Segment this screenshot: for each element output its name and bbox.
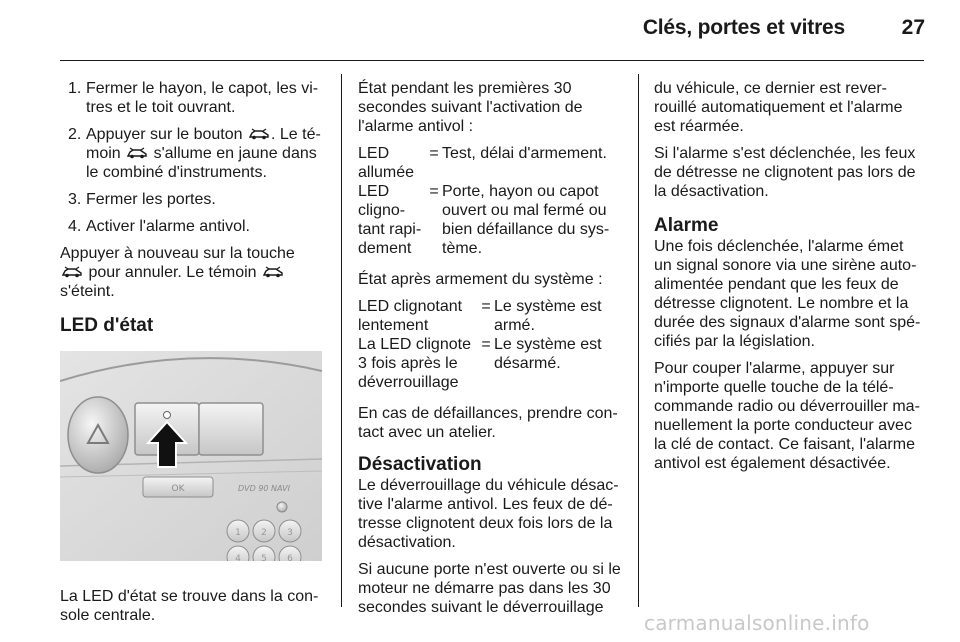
- column-2: [358, 79, 624, 625]
- table-term: LED allumée: [358, 145, 415, 181]
- console-illustration: [60, 351, 322, 561]
- navi-label: DVD 90 NAVI: [238, 484, 290, 493]
- step-text: Fermer le hayon, le capot, les vi-tres et le toit ouvrant.: [86, 80, 319, 116]
- page-number: 27: [901, 16, 925, 39]
- step-number: 4.: [68, 218, 82, 235]
- car-alarm-icon: [62, 266, 82, 278]
- step-item: [60, 125, 326, 182]
- cancel-text: pour annuler. Le témoin: [84, 264, 262, 281]
- alarm-paragraph: Une fois déclenchée, l'alarme émet un signal sonore via une sirène auto-alimentée pendant que les feux de détresse clignotent. Le nombre et la durée des signaux d'alarme sont spé-cifiés par la législation.: [654, 238, 921, 350]
- table-equals: =: [481, 298, 491, 315]
- preset-key-label: 3: [287, 528, 293, 538]
- step-item: [60, 79, 326, 117]
- watermark: carmanualsonline.info: [644, 611, 870, 635]
- car-alarm-icon: [127, 147, 147, 159]
- table-row: [358, 182, 624, 258]
- section-heading-alarm: Alarme: [654, 215, 719, 236]
- preset-key-label: 1: [235, 528, 241, 538]
- column-3: [654, 79, 924, 481]
- table-term: La LED clignote 3 fois après le déverrouillage: [358, 336, 471, 391]
- step-text: Activer l'alarme antivol.: [86, 218, 250, 235]
- section-heading-deactivation: Désactivation: [358, 454, 482, 475]
- table-equals: =: [429, 183, 439, 200]
- step-item: [60, 217, 326, 236]
- preset-key-label: 6: [287, 554, 293, 561]
- table-desc: Le système est désarmé.: [494, 336, 602, 372]
- preset-key-label: 4: [235, 554, 241, 561]
- hazard-paragraph: Si l'alarme s'est déclenchée, les feux de détresse ne clignotent pas lors de la désactivation.: [654, 145, 916, 200]
- step-number: 3.: [68, 191, 82, 208]
- steps-list: [60, 79, 326, 236]
- cancel-paragraph: [60, 244, 326, 301]
- table-desc: Porte, hayon ou capot ouvert ou mal fermé ou bien défaillance du sys-tème.: [442, 183, 610, 257]
- car-alarm-icon: [263, 266, 283, 278]
- step-text-part: . Le té-moin: [86, 126, 321, 162]
- table-term: LED cligno-tant rapi-dement: [358, 183, 422, 257]
- table-desc: Test, délai d'armement.: [442, 145, 607, 162]
- column-divider-2: [638, 74, 639, 607]
- page-header-title: Clés, portes et vitres: [642, 16, 845, 39]
- preset-key-label: 5: [261, 554, 267, 561]
- console-drawing: [60, 351, 322, 561]
- table-row: [358, 297, 624, 335]
- relock-paragraph: du véhicule, ce dernier est rever-rouillé automatiquement et l'alarme est réarmée.: [654, 80, 903, 135]
- deactivation-paragraph: Le déverrouillage du véhicule désac-tive l'alarme antivol. Les feux de dé-tresse clignotent deux fois lors de la désactivation.: [358, 477, 619, 551]
- step-text-part: s'allume en jaune dans le combiné d'instruments.: [86, 145, 317, 181]
- led-location-paragraph: La LED d'état se trouve dans la con-sole centrale.: [60, 588, 319, 624]
- preset-key-label: 2: [261, 528, 267, 538]
- section-heading-led: LED d'état: [60, 315, 154, 336]
- column-1: [60, 79, 326, 633]
- failure-paragraph: En cas de défaillances, prendre con-tact avec un atelier.: [358, 405, 618, 441]
- table-equals: =: [481, 336, 491, 353]
- after-arming-paragraph: État après armement du système :: [358, 271, 603, 288]
- header-rule: [60, 60, 924, 61]
- step-number: 1.: [68, 80, 82, 97]
- cancel-text: s'éteint.: [60, 283, 115, 300]
- column-divider-1: [341, 74, 342, 607]
- status-table-armed: [358, 297, 624, 392]
- cancel-text: Appuyer à nouveau sur la touche: [60, 245, 295, 262]
- table-equals: =: [429, 145, 439, 162]
- no-door-paragraph: Si aucune porte n'est ouverte ou si le moteur ne démarre pas dans les 30 secondes suivant le déverrouillage: [358, 561, 621, 616]
- table-desc: Le système est armé.: [494, 298, 602, 334]
- ok-key-label: OK: [171, 484, 185, 494]
- step-text-part: Appuyer sur le bouton: [86, 126, 247, 143]
- table-term: LED clignotant lentement: [358, 298, 463, 334]
- car-alarm-icon: [249, 128, 269, 140]
- status-table-initial: [358, 144, 624, 258]
- table-row: [358, 144, 624, 182]
- step-item: [60, 190, 326, 209]
- step-number: 2.: [68, 126, 82, 143]
- table-row: [358, 335, 624, 392]
- step-text: Fermer les portes.: [86, 191, 216, 208]
- first-30s-paragraph: État pendant les premières 30 secondes suivant l'activation de l'alarme antivol :: [358, 80, 583, 135]
- step-text: [86, 125, 326, 182]
- stop-alarm-paragraph: Pour couper l'alarme, appuyer sur n'importe quelle touche de la télé-commande radio ou déverrouiller ma-nuellement la porte conducteur avec la clé de contact. Ce faisant, l'alarme antivol est également désactivée.: [654, 360, 920, 472]
